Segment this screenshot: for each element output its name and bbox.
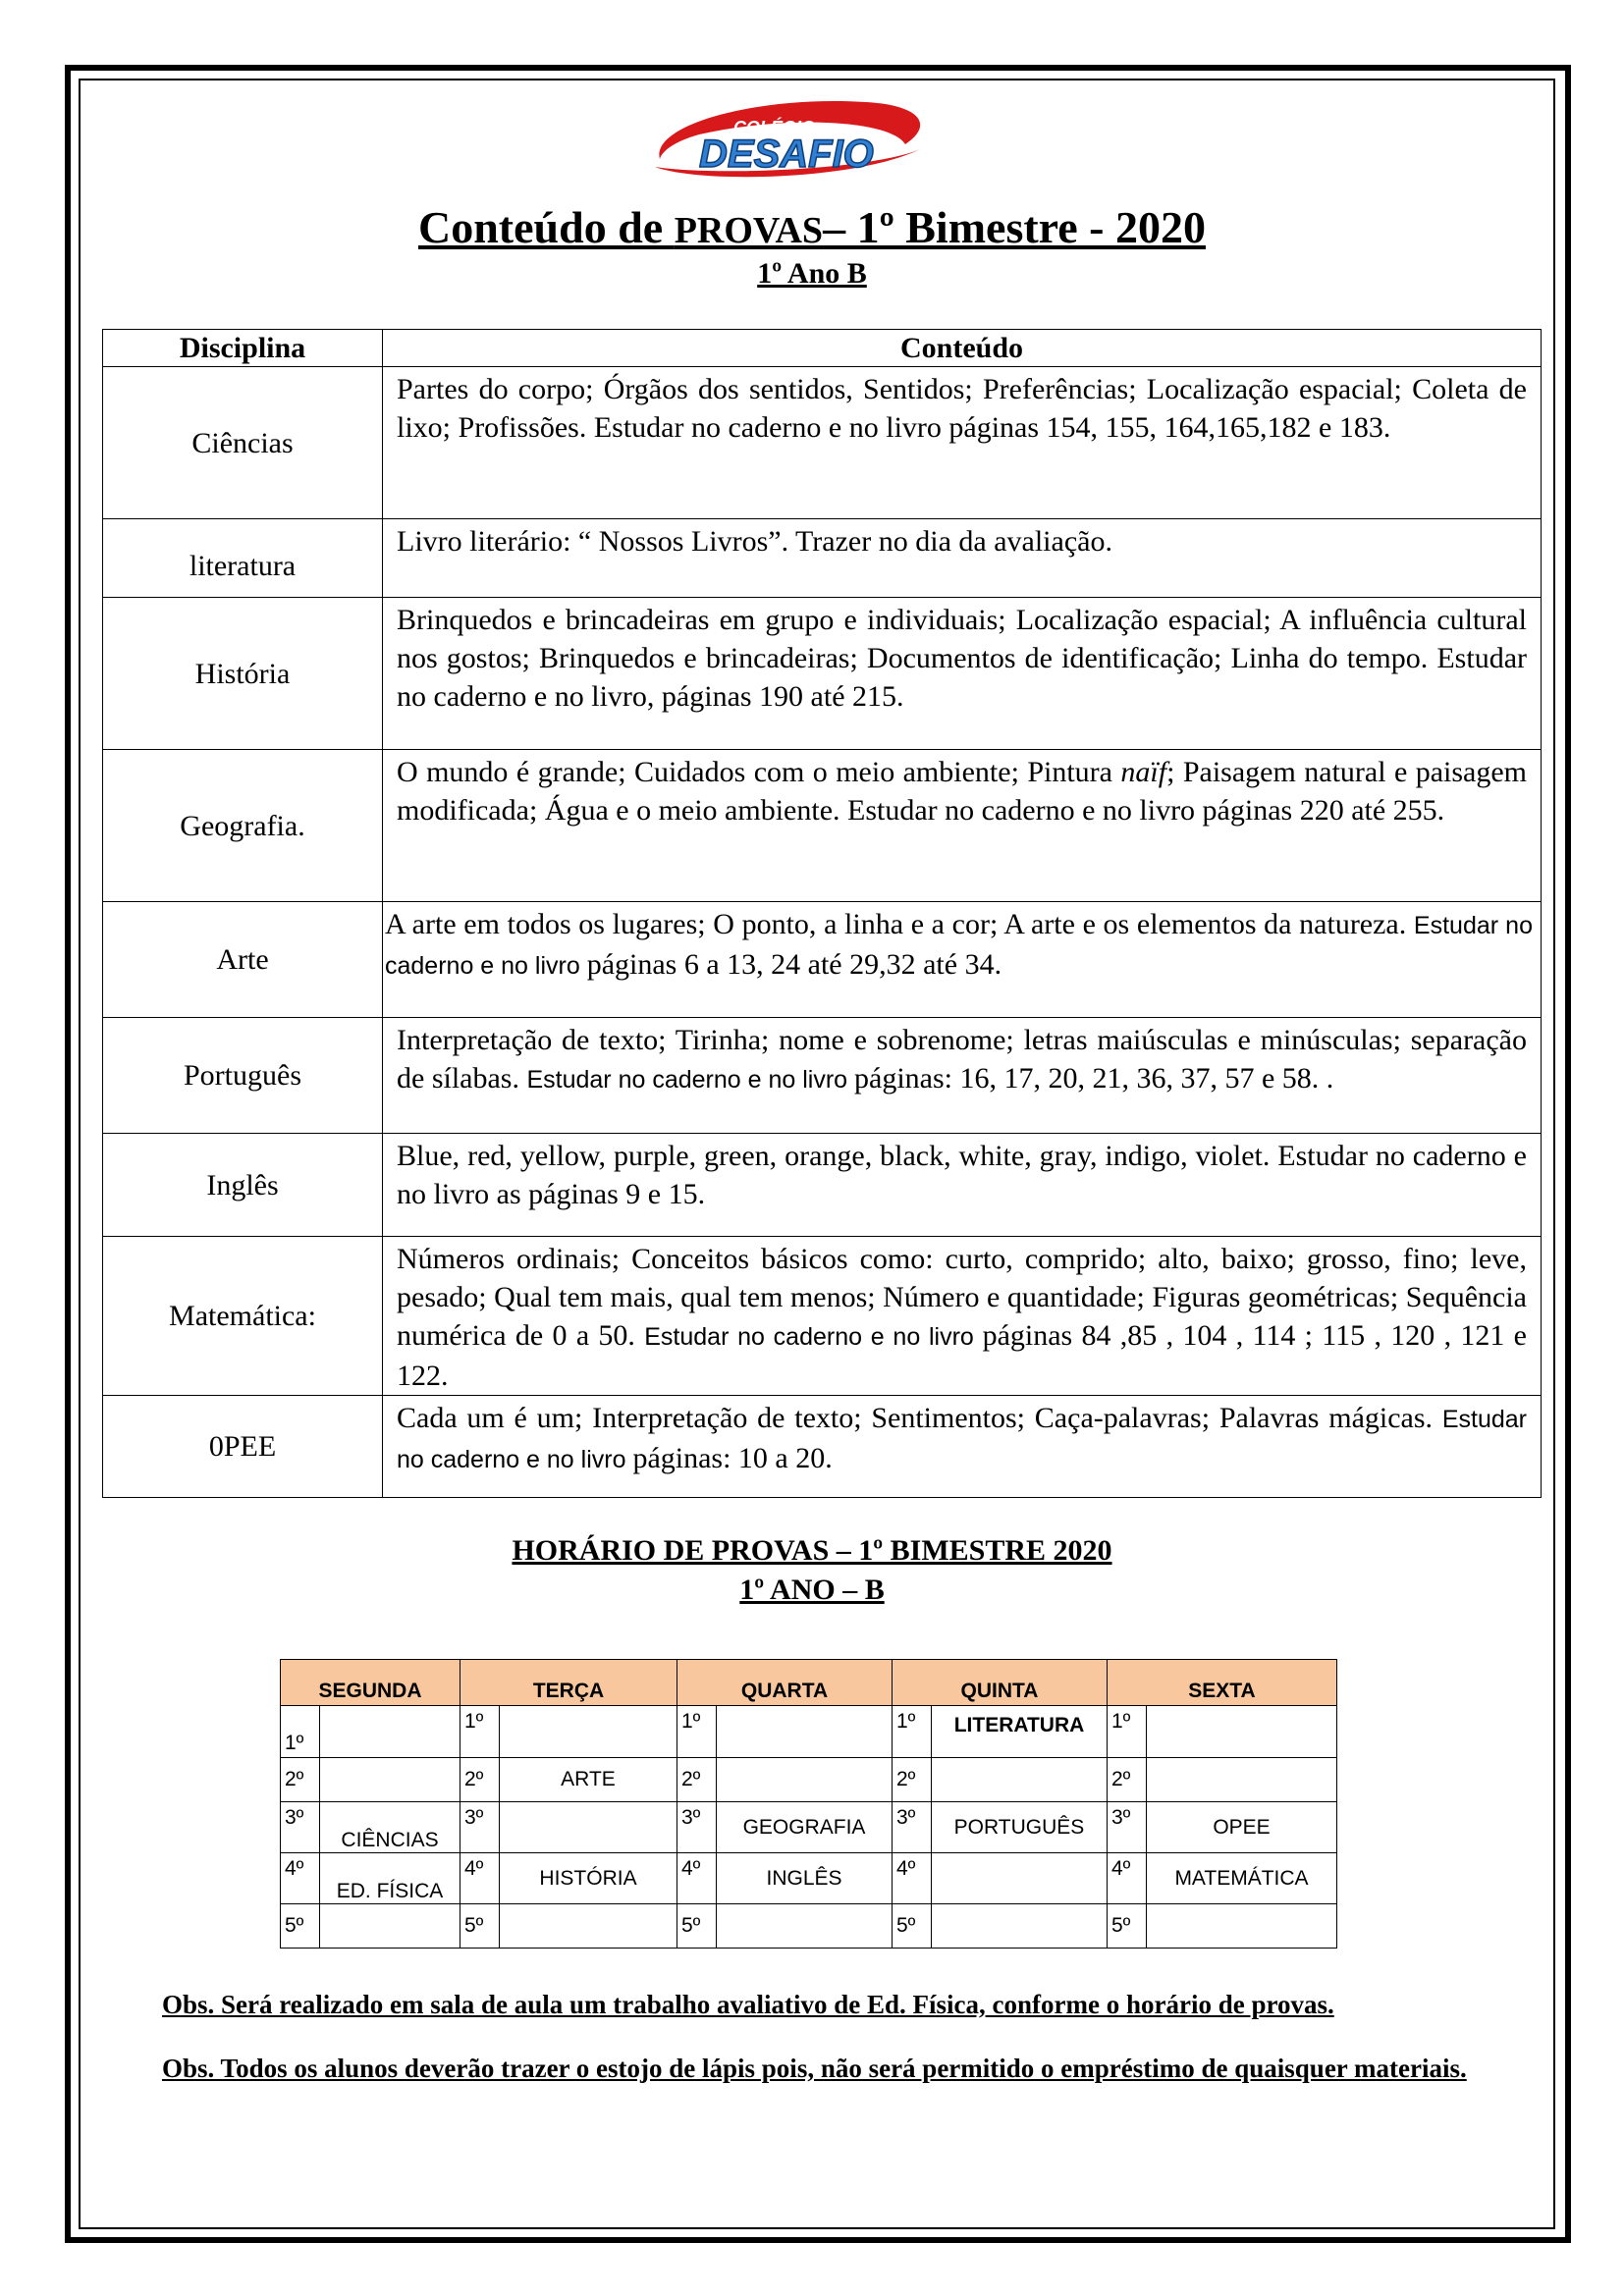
header-conteudo: Conteúdo [383, 330, 1542, 367]
period-label: 3º [677, 1802, 717, 1853]
period-label: 1º [893, 1706, 932, 1758]
period-label: 3º [281, 1802, 320, 1853]
period-label: 1º [460, 1706, 500, 1758]
period-label: 2º [460, 1758, 500, 1802]
table-row [103, 1134, 1542, 1237]
page-title: Conteúdo de PROVAS– 1º Bimestre - 2020 [418, 202, 1206, 252]
period-label: 4º [1108, 1853, 1147, 1904]
subject-cell: Ciências [103, 367, 383, 519]
schedule-row-4 [281, 1853, 1337, 1904]
schedule-cell-quarta-ingles: INGLÊS [717, 1853, 893, 1904]
schedule-cell-quarta-geografia: GEOGRAFIA [717, 1802, 893, 1853]
period-label: 3º [893, 1802, 932, 1853]
school-logo [640, 90, 935, 185]
schedule-row-1 [281, 1706, 1337, 1758]
period-label: 5º [281, 1904, 320, 1949]
schedule-cell-segunda-ciencias: CIÊNCIAS [320, 1802, 460, 1853]
schedule-cell [320, 1758, 460, 1802]
table-row [103, 1237, 1542, 1396]
period-label: 2º [677, 1758, 717, 1802]
subject-cell: Português [103, 1018, 383, 1134]
schedule-row-2 [281, 1758, 1337, 1802]
schedule-cell [500, 1904, 677, 1949]
schedule-row-5 [281, 1904, 1337, 1949]
page-subtitle: 1º Ano B [757, 257, 867, 290]
content-cell: Livro literário: “ Nossos Livros”. Trazer no dia da avaliação. [383, 519, 1542, 598]
period-label: 2º [281, 1758, 320, 1802]
schedule-cell [932, 1758, 1108, 1802]
schedule-cell [320, 1904, 460, 1949]
table-row [103, 1018, 1542, 1134]
period-label: 1º [281, 1706, 320, 1758]
schedule-cell-segunda-ed-fisica: ED. FÍSICA [320, 1853, 460, 1904]
period-label: 4º [677, 1853, 717, 1904]
day-header-sexta: SEXTA [1108, 1660, 1337, 1706]
content-cell: Números ordinais; Conceitos básicos como: curto, comprido; alto, baixo; grosso, fino; leve, pesado; Qual tem mais, qual tem menos; Número e quantidade; Figuras geométricas; Sequência numérica de 0 a 50. Estudar no caderno e no livro páginas 84 ,85 , 104 , 114 ; 115 , 120 , 121 e 122. [383, 1237, 1542, 1396]
schedule-cell [1147, 1904, 1337, 1949]
schedule-cell-sexta-opee: OPEE [1147, 1802, 1337, 1853]
svg-text:DESAFIO: DESAFIO [699, 133, 874, 176]
table-row [103, 1396, 1542, 1498]
content-cell: Interpretação de texto; Tirinha; nome e sobrenome; letras maiúsculas e minúsculas; separação de sílabas. Estudar no caderno e no livro páginas: 16, 17, 20, 21, 36, 37, 57 e 58. . [383, 1018, 1542, 1134]
day-header-quarta: QUARTA [677, 1660, 893, 1706]
content-cell: Partes do corpo; Órgãos dos sentidos, Sentidos; Preferências; Localização espacial; Coleta de lixo; Profissões. Estudar no caderno e no livro páginas 154, 155, 164,165,182 e 183. [383, 367, 1542, 519]
schedule-cell-quinta-portugues: PORTUGUÊS [932, 1802, 1108, 1853]
content-cell: Cada um é um; Interpretação de texto; Sentimentos; Caça-palavras; Palavras mágicas. Estudar no caderno e no livro páginas: 10 a 20. [383, 1396, 1542, 1498]
header-disciplina: Disciplina [103, 330, 383, 367]
schedule-cell-terca-historia: HISTÓRIA [500, 1853, 677, 1904]
subject-cell: 0PEE [103, 1396, 383, 1498]
day-header-segunda: SEGUNDA [281, 1660, 460, 1706]
period-label: 5º [460, 1904, 500, 1949]
schedule-cell [932, 1904, 1108, 1949]
period-label: 5º [1108, 1904, 1147, 1949]
schedule-cell [717, 1904, 893, 1949]
content-table-header [103, 330, 1542, 367]
schedule-cell [717, 1706, 893, 1758]
content-cell: Brinquedos e brincadeiras em grupo e individuais; Localização espacial; A influência cultural nos gostos; Brinquedos e brincadeiras; Documentos de identificação; Linha do tempo. Estudar no caderno e no livro, páginas 190 até 215. [383, 598, 1542, 750]
schedule-cell [1147, 1758, 1337, 1802]
schedule-cell [717, 1758, 893, 1802]
period-label: 2º [1108, 1758, 1147, 1802]
period-label: 1º [677, 1706, 717, 1758]
schedule-cell [500, 1802, 677, 1853]
subject-cell: História [103, 598, 383, 750]
period-label: 4º [893, 1853, 932, 1904]
schedule-cell [1147, 1706, 1337, 1758]
exam-schedule-table [280, 1659, 1337, 1949]
schedule-header-row [281, 1660, 1337, 1706]
content-cell: Blue, red, yellow, purple, green, orange, black, white, gray, indigo, violet. Estudar no caderno e no livro as páginas 9 e 15. [383, 1134, 1542, 1237]
note-estojo: Obs. Todos os alunos deverão trazer o estojo de lápis pois, não será permitido o empréstimo de quaisquer materiais. [162, 2054, 1467, 2083]
period-label: 4º [281, 1853, 320, 1904]
schedule-cell-quinta-literatura: LITERATURA [932, 1706, 1108, 1758]
day-header-quinta: QUINTA [893, 1660, 1108, 1706]
subject-cell: Inglês [103, 1134, 383, 1237]
subject-cell: literatura [103, 519, 383, 598]
schedule-cell-sexta-matematica: MATEMÁTICA [1147, 1853, 1337, 1904]
content-cell: O mundo é grande; Cuidados com o meio ambiente; Pintura naïf; Paisagem natural e paisagem modificada; Água e o meio ambiente. Estudar no caderno e no livro páginas 220 até 255. [383, 750, 1542, 902]
table-row [103, 598, 1542, 750]
schedule-cell [320, 1706, 460, 1758]
period-label: 4º [460, 1853, 500, 1904]
schedule-cell [500, 1706, 677, 1758]
schedule-subtitle: 1º ANO – B [739, 1574, 885, 1606]
schedule-cell [932, 1853, 1108, 1904]
period-label: 3º [460, 1802, 500, 1853]
period-label: 5º [677, 1904, 717, 1949]
table-row [103, 519, 1542, 598]
subject-cell: Arte [103, 902, 383, 1018]
schedule-row-3 [281, 1802, 1337, 1853]
period-label: 5º [893, 1904, 932, 1949]
content-table [102, 329, 1542, 1498]
table-row [103, 750, 1542, 902]
period-label: 3º [1108, 1802, 1147, 1853]
schedule-cell-terca-arte: ARTE [500, 1758, 677, 1802]
period-label: 1º [1108, 1706, 1147, 1758]
table-row [103, 902, 1542, 1018]
subject-cell: Matemática: [103, 1237, 383, 1396]
note-ed-fisica: Obs. Será realizado em sala de aula um trabalho avaliativo de Ed. Física, conforme o horário de provas. [162, 1990, 1334, 2019]
svg-text:COLÉGIO: COLÉGIO [733, 118, 816, 137]
period-label: 2º [893, 1758, 932, 1802]
subject-cell: Geografia. [103, 750, 383, 902]
table-row [103, 367, 1542, 519]
content-cell: A arte em todos os lugares; O ponto, a linha e a cor; A arte e os elementos da natureza. Estudar no caderno e no livro páginas 6 a 13, 24 até 29,32 até 34. [383, 902, 1542, 1018]
day-header-terca: TERÇA [460, 1660, 677, 1706]
schedule-title: HORÁRIO DE PROVAS – 1º BIMESTRE 2020 [512, 1534, 1112, 1567]
